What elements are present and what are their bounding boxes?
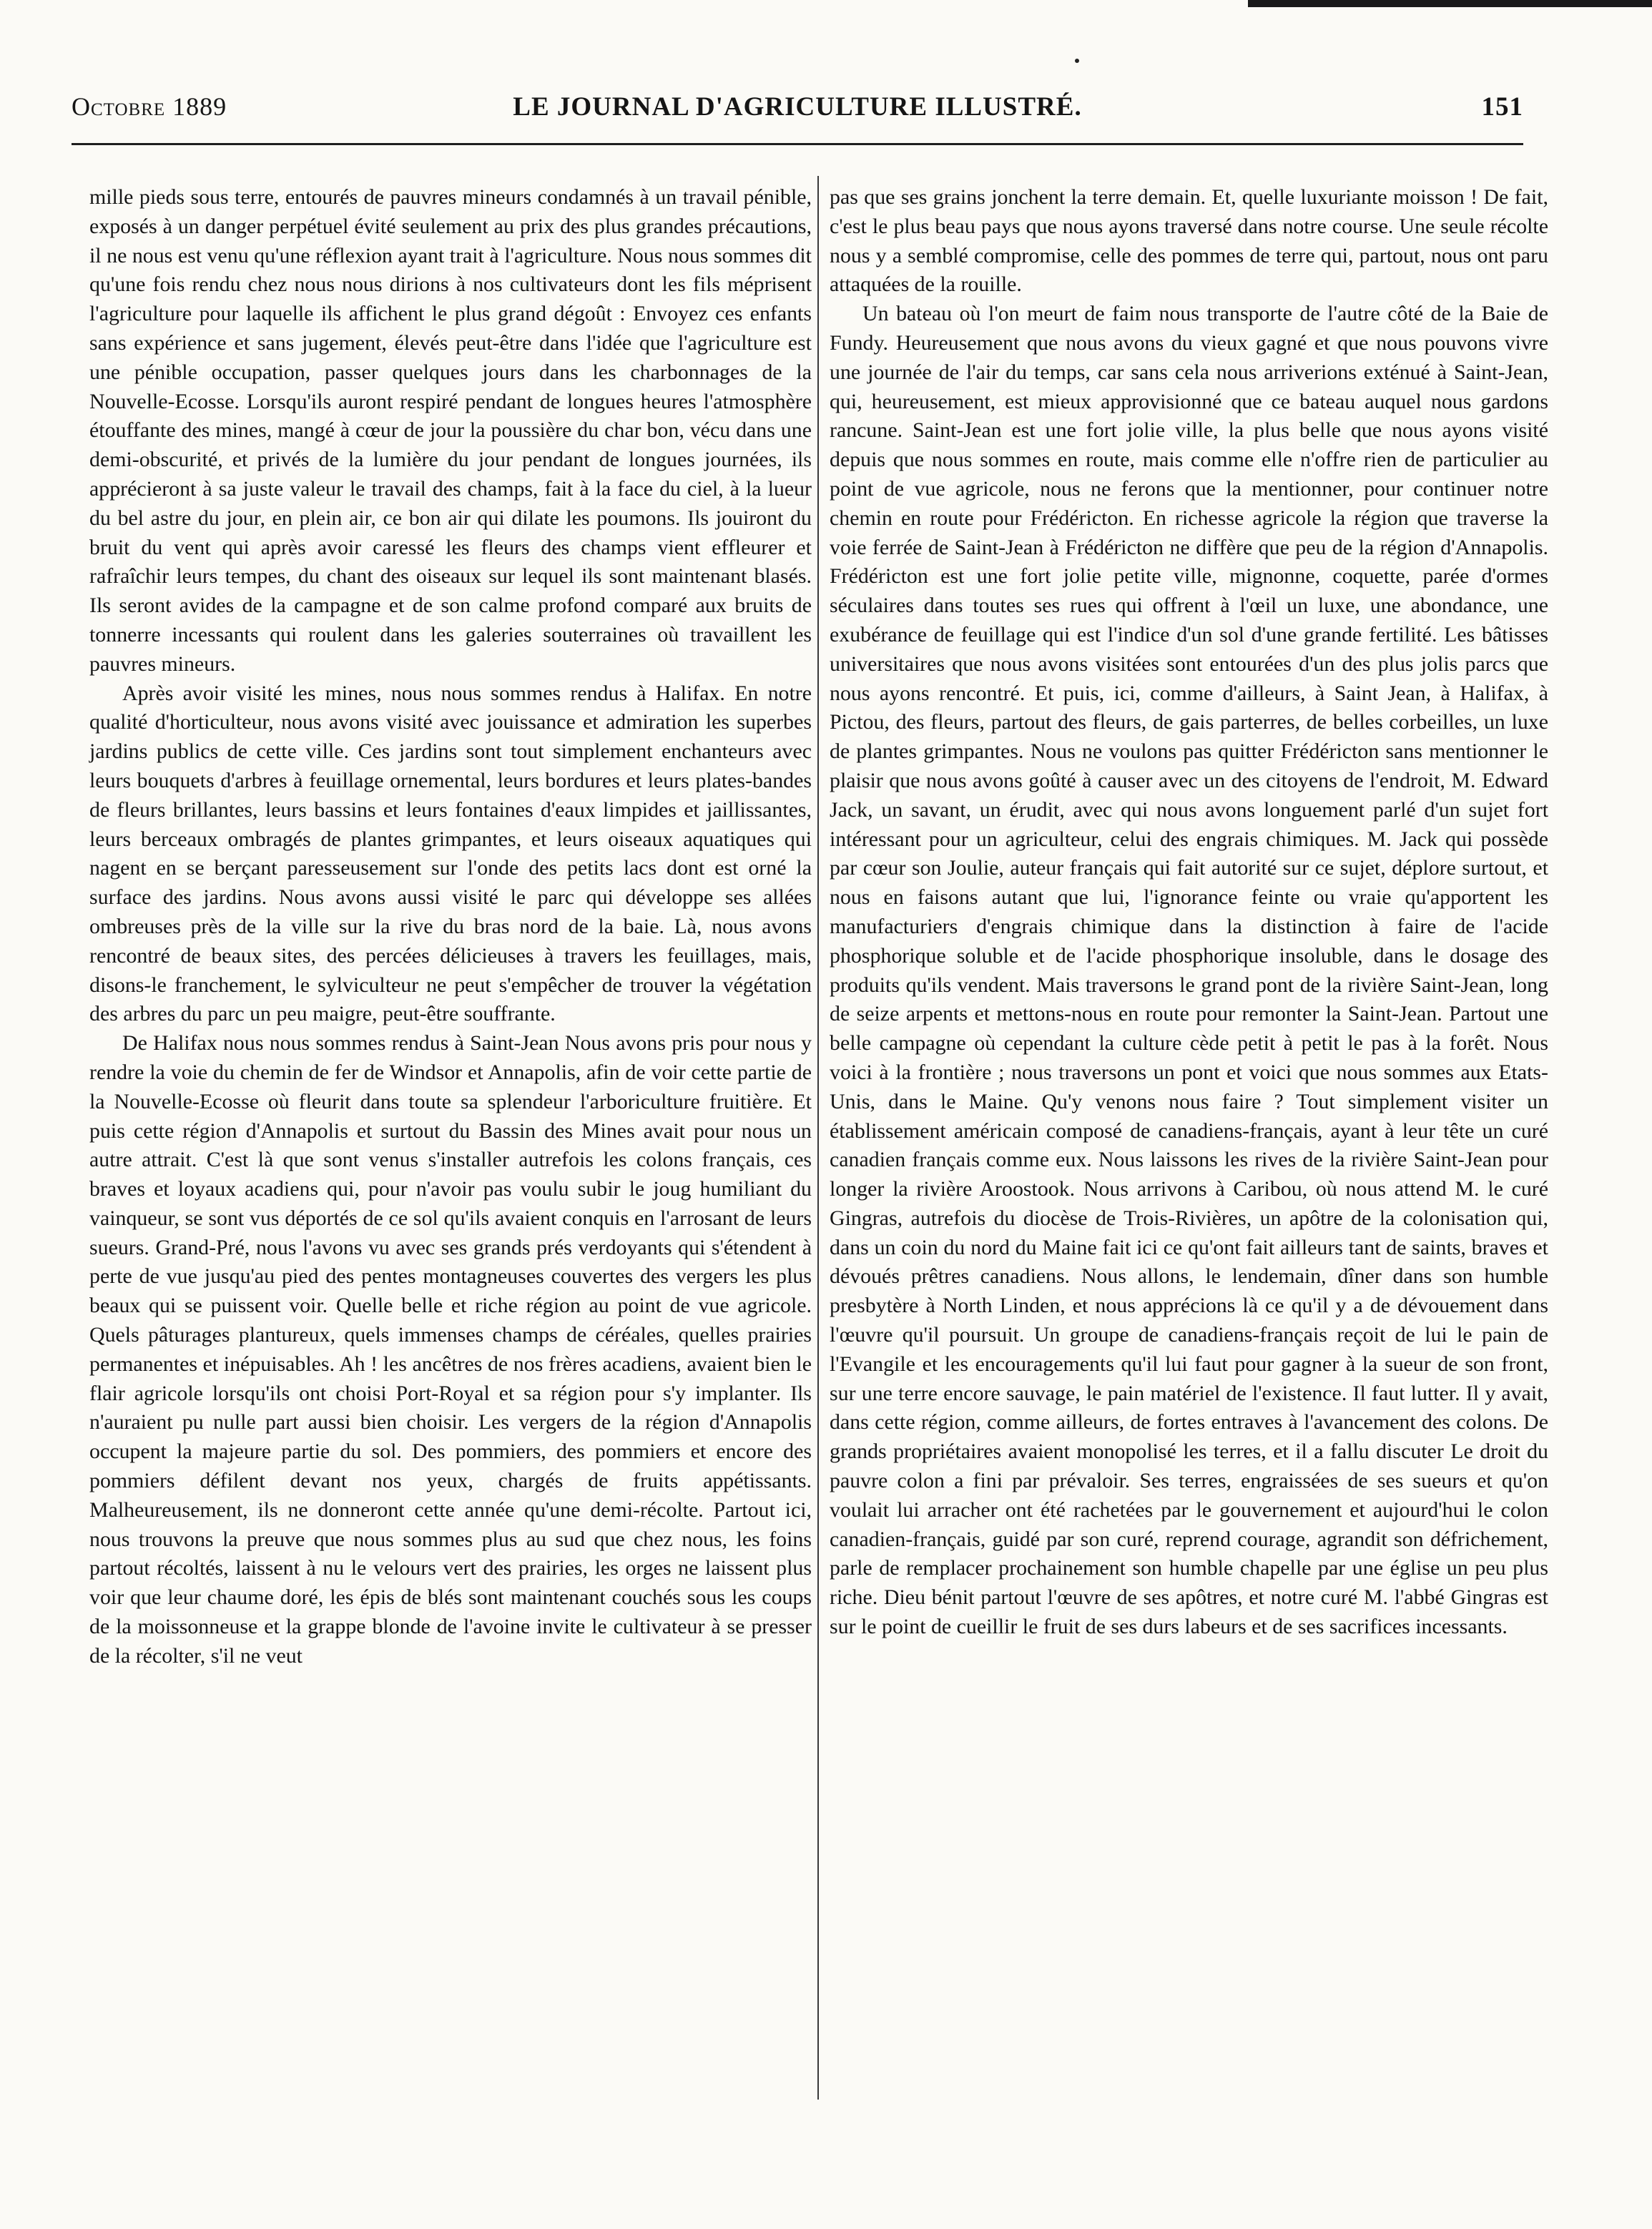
paragraph-annapolis: De Halifax nous nous sommes rendus à Saint-Jean Nous avons pris pour nous y rendre la voie du chemin de fer de Windsor et Annapolis, afin de voir cette partie de la Nouvelle-Ecosse où fleurit dans toute sa splendeur l'arboriculture fruitière. Et puis cette région d'Annapolis et surtout du Bassin des Mines avait pour nous un autre attrait. C'est là que sont venus s'installer autrefois les colons français, ces braves et loyaux acadiens qui, pour n'avoir pas voulu subir le joug humiliant du vainqueur, se sont vus déportés de ce sol qu'ils avaient conquis en l'arrosant de leurs sueurs. Grand-Pré, nous l'avons vu avec ses grands prés verdoyants qui s'étendent à perte de vue jusqu'au pied des pentes montagneuses couvertes des vergers les plus beaux qui se puissent voir. Quelle belle et riche région au point de vue agricole. Quels pâturages plantureux, quels immenses champs de céréales, quelles prairies permanentes et inépuisables. Ah ! les ancêtres de nos frères acadiens, avaient bien le flair agricole lorsqu'ils ont choisi Port-Royal et sa région pour s'y implanter. Ils n'auraient pu nulle part aussi bien choisir. Les vergers de la région d'Annapolis occupent la majeure partie du sol. Des pommiers, des pommiers et encore des pommiers défilent devant nos yeux, chargés de fruits appétissants. Malheureusement, ils ne donneront cette année qu'une demi-récolte. Partout ici, nous trouvons la preuve que nous sommes plus au sud que chez nous, les foins partout récoltés, laissent à nu le velours vert des prairies, les orges ne laissent plus voir que leur chaume doré, les épis de blés sont maintenant couchés sous les coups de la moissonneuse et la grappe blonde de l'avoine invite le cultivateur à se presser de la récolter, s'il ne veut xyxy=(89,1031,812,1668)
right-column xyxy=(830,183,1548,1642)
top-rule xyxy=(1248,0,1652,7)
journal-title: LE JOURNAL D'AGRICULTURE ILLUSTRÉ. xyxy=(513,92,1082,122)
header-rule xyxy=(72,143,1523,145)
issue-date: Octobre 1889 xyxy=(72,92,227,121)
paragraph-continued: mille pieds sous terre, entourés de pauvres mineurs condamnés à un travail pénible, exposés à un danger perpétuel évité seulement au prix des plus grandes précautions, il ne nous est venu qu'une réflexion ayant trait à l'agriculture. Nous nous sommes dit qu'une fois rendu chez nous nous dirions à nos cultivateurs dont les fils méprisent l'agriculture pour laquelle ils affichent le plus grand dégoût : Envoyez ces enfants sans expérience et sans jugement, élevés peut-être dans l'idée que l'agriculture est une pénible occupation, passer quelques jours dans les charbonnages de la Nouvelle-Ecosse. Lorsqu'ils auront respiré pendant de longues heures l'atmosphère étouffante des mines, mangé à cœur de jour la poussière du char bon, vécu dans une demi-obscurité, et privés de la lumière du jour pendant de longues journées, ils apprécieront à sa juste valeur le travail des champs, fait à la face du ciel, à la lueur du bel astre du jour, en plein air, ce bon air qui dilate les poumons. Ils jouiront du bruit du vent qui après avoir caressé les fleurs des champs vient effleurer et rafraîchir leurs tempes, du chant des oiseaux sur lequel ils sont maintenant blasés. Ils seront avides de la campagne et de son calme profond comparé aux bruits de tonnerre incessants qui roulent dans les galeries souterraines où travaillent les pauvres mineurs. xyxy=(89,185,812,676)
page-header xyxy=(72,84,1523,127)
paragraph-fundy: Un bateau où l'on meurt de faim nous transporte de l'autre côté de la Baie de Fundy. Heureusement que nous avons du vieux gagné et que nous pouvons vivre une journée de l'air du temps, car sans cela nous arriverions exténué à Saint-Jean, qui, heureusement, est mieux approvisionné que ce bateau auquel nous gardons rancune. Saint-Jean est une fort jolie ville, la plus belle que nous ayons visité depuis que nous sommes en route, mais comme elle n'offre rien de particulier au point de vue agricole, nous ne ferons que la mentionner, pour continuer notre chemin en route pour Frédéricton. En richesse agricole la région que traverse la voie ferrée de Saint-Jean à Frédéricton ne diffère que peu de la région d'Annapolis. Frédéricton est une fort jolie petite ville, mignonne, coquette, parée d'ormes séculaires dans toutes ses rues qui offrent à l'œil un luxe, une abondance, une exubérance de feuillage qui est l'indice d'un sol d'une grande fertilité. Les bâtisses universitaires que nous avons visitées sont entourées d'un des plus jolis parcs que nous ayons rencontré. Et puis, ici, comme d'ailleurs, à Saint Jean, à Halifax, à Pictou, des fleurs, partout des fleurs, de gais parterres, de belles corbeilles, un luxe de plantes grimpantes. Nous ne voulons pas quitter Frédéricton sans mentionner le plaisir que nous avons goûté à causer avec un des citoyens de l'endroit, M. Edward Jack, un savant, un érudit, avec qui nous avons longuement parlé d'un sujet fort intéressant pour un agriculteur, celui des engrais chimiques. M. Jack qui possède par cœur son Joulie, auteur français qui fait autorité sur ce sujet, déplore surtout, et nous en faisons autant que lui, l'ignorance feinte ou vraie qu'apportent les manufacturiers d'engrais chimique dans la distinction à faire de l'acide phosphorique soluble et de l'acide phosphorique insoluble, dans le dosage des produits qu'ils vendent. Mais traversons le grand pont de la rivière Saint-Jean, long de seize arpents et mettons-nous en route pour remonter la Saint-Jean. Partout une belle campagne où cependant la culture cède petit à petit le pas à la forêt. Nous voici à la frontière ; nous traversons un pont et voici que nous sommes aux Etats-Unis, dans le Maine. Qu'y venons nous faire ? Tout simplement visiter un établissement américain composé de canadiens-français, ayant à leur tête un curé canadien français comme eux. Nous laissons les rives de la rivière Saint-Jean pour longer la rivière Aroostook. Nous arrivons à Caribou, où nous attend M. le curé Gingras, autrefois du diocèse de Trois-Rivières, un apôtre de la colonisation qui, dans un coin du nord du Maine fait ici ce qu'ont fait ailleurs tant de saints, braves et dévoués prêtres canadiens. Nous allons, le lendemain, dîner dans son humble presbytère à North Linden, et nous apprécions là ce qu'il y a de dévouement dans l'œuvre qu'il poursuit. Un groupe de canadiens-français reçoit de lui le pain de l'Evangile et les encouragements qu'il lui faut pour gagner à la sueur de son front, sur une terre encore sauvage, le pain matériel de l'existence. Il faut lutter. Il y avait, dans cette région, comme ailleurs, de fortes entraves à l'avancement des colons. De grands propriétaires avaient monopolisé les terres, et il a fallu discuter Le droit du pauvre colon a fini par prévaloir. Ses terres, engraissées de ses sueurs et qu'on voulait lui arracher ont été rachetées par le gouvernement et aujourd'hui le colon canadien-français, guidé par son curé, reprend courage, agrandit son défrichement, parle de remplacer prochainement son humble chapelle par une église un peu plus riche. Dieu bénit partout l'œuvre de ses apôtres, et notre curé M. l'abbé Gingras est sur le point de cueillir le fruit de ses durs labeurs et de ses sacrifices incessants. xyxy=(830,302,1548,1639)
page-number: 151 xyxy=(1481,92,1523,122)
paragraph-halifax: Après avoir visité les mines, nous nous sommes rendus à Halifax. En notre qualité d'horticulteur, nous avons visité avec jouissance et admiration les superbes jardins publics de cette ville. Ces jardins sont tout simplement enchanteurs avec leurs bouquets d'arbres à feuillage ornemental, leurs bordures et leurs plates-bandes de fleurs brillantes, leurs bassins et leurs fontaines d'eaux limpides et jaillissantes, leurs berceaux ombragés de plantes grimpantes, et leurs oiseaux aquatiques qui nagent en se berçant paresseusement sur l'onde des petits lacs dont est orné la surface des jardins. Nous avons aussi visité le parc qui développe ses allées ombreuses près de la ville sur la rive du bras nord de la baie. Là, nous avons rencontré de beaux sites, des percées délicieuses à travers les feuillages, mais, disons-le franchement, le sylviculteur ne peut s'empêcher de trouver la végétation des arbres du parc un peu maigre, peut-être souffrante. xyxy=(89,681,812,1026)
column-divider xyxy=(817,176,819,2100)
ink-speck xyxy=(1075,59,1079,63)
left-column xyxy=(89,183,812,1671)
paragraph-continued-right: pas que ses grains jonchent la terre demain. Et, quelle luxuriante moisson ! De fait, c'est le plus beau pays que nous ayons traversé dans notre course. Une seule récolte nous y a semblé compromise, celle des pommes de terre qui, partout, nous ont paru attaquées de la rouille. xyxy=(830,185,1548,297)
